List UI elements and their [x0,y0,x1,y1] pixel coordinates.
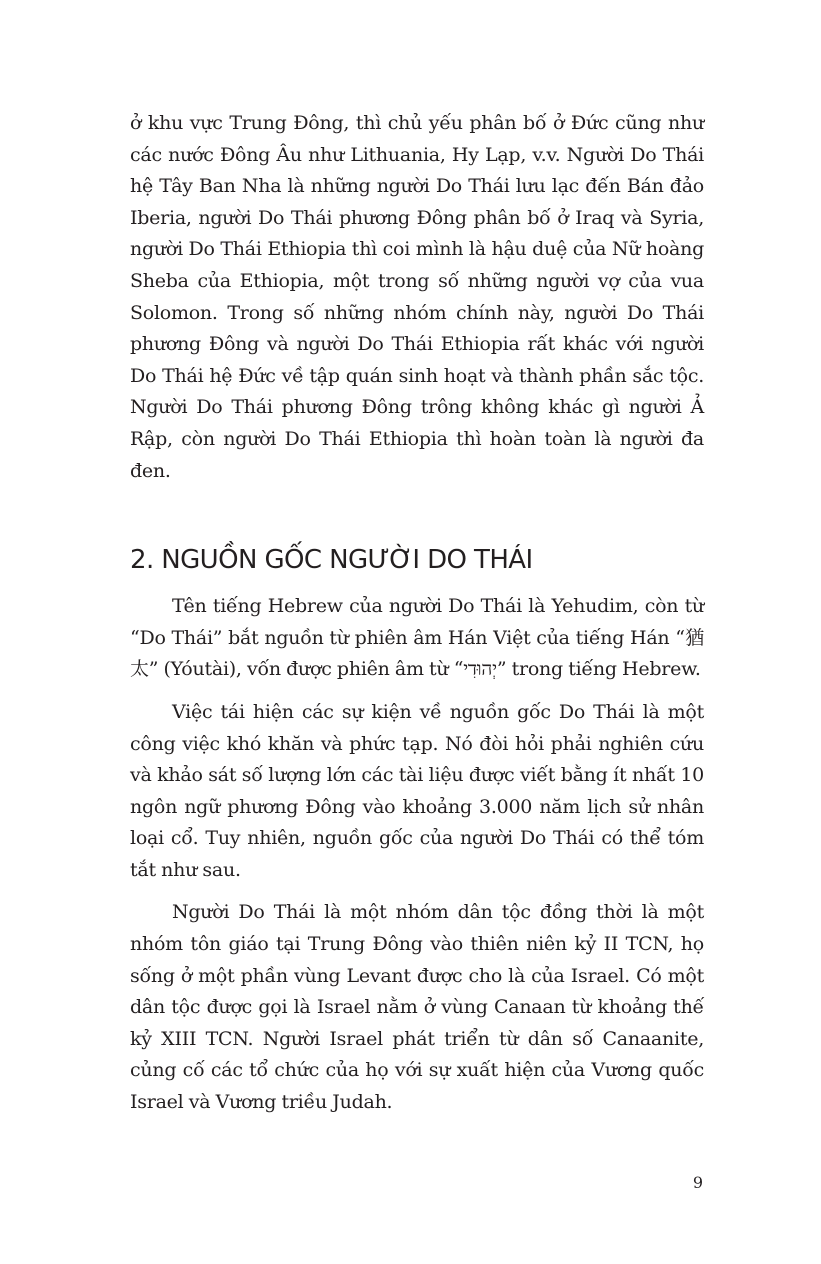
paragraph-continued: ở khu vực Trung Đông, thì chủ yếu phân bố ở Đức cũng như các nước Đông Âu như Lithuania, Hy Lạp, v.v. Người Do Thái hệ Tây Ban Nha là những người Do Thái lưu lạc đến Bán đảo Iberia, người Do Thái phương Đông phân bố ở Iraq và Syria, người Do Thái Ethiopia thì coi mình là hậu duệ của Nữ hoàng Sheba của Ethiopia, một trong số những người vợ của vua Solomon. Trong số những nhóm chính này, người Do Thái phương Đông và người Do Thái Ethiopia rất khác với người Do Thái hệ Đức về tập quán sinh hoạt và thành phần sắc tộc. Người Do Thái phương Đông trông không khác gì người Ả Rập, còn người Do Thái Ethiopia thì hoàn toàn là người đa đen. [130,112,704,482]
section-paragraph-2: Việc tái hiện các sự kiện về nguồn gốc Do Thái là một công việc khó khăn và phức tạp. Nó đòi hỏi phải nghiên cứu và khảo sát số lượng lớn các tài liệu được viết bằng ít nhất 10 ngôn ngữ phương Đông vào khoảng 3.000 năm lịch sử nhân loại cổ. Tuy nhiên, nguồn gốc của người Do Thái có thể tóm tắt như sau. [130,700,704,881]
section-heading: 2. NGUỒN GỐC NGƯỜI DO THÁI [130,545,533,576]
book-page [130,108,704,1119]
section-paragraph-3: Người Do Thái là một nhóm dân tộc đồng thời là một nhóm tôn giáo tại Trung Đông vào thiên niên kỷ II TCN, họ sống ở một phần vùng Levant được cho là của Israel. Có một dân tộc được gọi là Israel nằm ở vùng Canaan từ khoảng thế kỷ XIII TCN. Người Israel phát triển từ dân số Canaanite, củng cố các tổ chức của họ với sự xuất hiện của Vương quốc Israel và Vương triều Judah. [130,901,704,1114]
page-number: 9 [692,1173,703,1192]
section-paragraph-1: Tên tiếng Hebrew của người Do Thái là Yehudim, còn từ “Do Thái” bắt nguồn từ phiên âm Hán Việt của tiếng Hán “猶太” (Yóutài), vốn được phiên âm từ “יְהוּדִי” trong tiếng Hebrew. [130,595,704,681]
